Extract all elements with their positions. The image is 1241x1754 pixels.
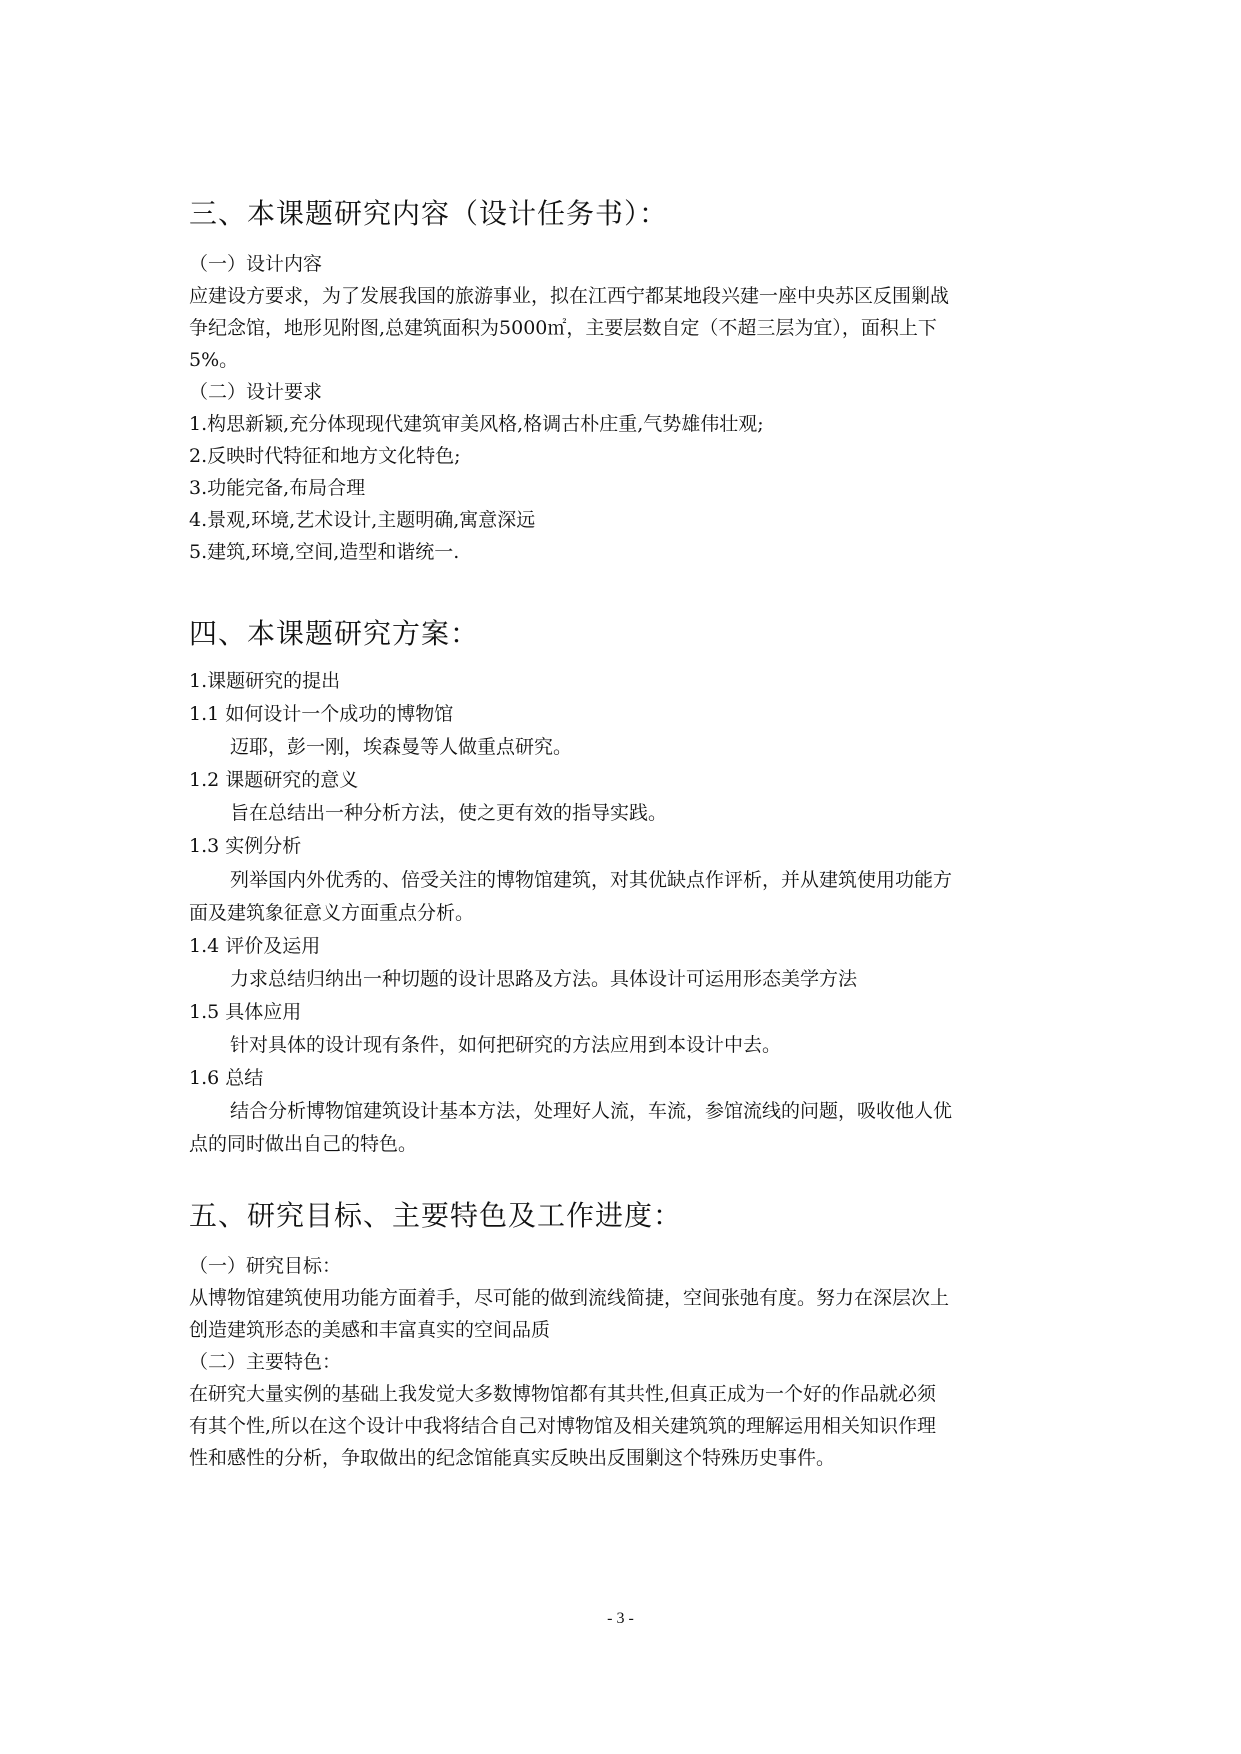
paragraph-line: 从博物馆建筑使用功能方面着手，尽可能的做到流线简捷，空间张弛有度。努力在深层次上: [189, 1287, 950, 1309]
outline-text: 迈耶，彭一刚，埃森曼等人做重点研究。: [230, 736, 573, 758]
requirement-item: 2.反映时代特征和地方文化特色;: [189, 445, 461, 467]
paragraph-line: 创造建筑形态的美感和丰富真实的空间品质: [189, 1319, 551, 1341]
section-heading-5: 五、研究目标、主要特色及工作进度：: [189, 1199, 683, 1232]
outline-item: 1.课题研究的提出: [189, 670, 341, 692]
page-number: - 3 -: [607, 1610, 634, 1627]
requirement-item: 1.构思新颖,充分体现现代建筑审美风格,格调古朴庄重,气势雄伟壮观;: [189, 413, 764, 435]
subheading-main-features: （二）主要特色：: [189, 1351, 342, 1373]
requirement-item: 3.功能完备,布局合理: [189, 477, 366, 499]
outline-text: 点的同时做出自己的特色。: [189, 1133, 418, 1155]
subheading-research-goal: （一）研究目标：: [189, 1255, 342, 1277]
paragraph-line: 有其个性,所以在这个设计中我将结合自己对博物馆及相关建筑筑的理解运用相关知识作理: [189, 1415, 937, 1437]
outline-item: 1.2 课题研究的意义: [189, 769, 359, 791]
subheading-design-content: （一）设计内容: [189, 253, 323, 275]
outline-text: 结合分析博物馆建筑设计基本方法，处理好人流，车流，参馆流线的问题，吸收他人优: [230, 1100, 953, 1122]
section-heading-3: 三、本课题研究内容（设计任务书）：: [189, 197, 669, 230]
outline-text: 列举国内外优秀的、倍受关注的博物馆建筑，对其优缺点作评析，并从建筑使用功能方: [230, 869, 953, 891]
outline-item: 1.5 具体应用: [189, 1001, 302, 1023]
subheading-design-requirements: （二）设计要求: [189, 381, 323, 403]
outline-item: 1.6 总结: [189, 1067, 264, 1089]
paragraph-line: 应建设方要求，为了发展我国的旅游事业，拟在江西宁都某地段兴建一座中央苏区反围剿战: [189, 285, 950, 307]
outline-text: 面及建筑象征意义方面重点分析。: [189, 902, 475, 924]
requirement-item: 5.建筑,环境,空间,造型和谐统一.: [189, 541, 460, 563]
outline-item: 1.1 如何设计一个成功的博物馆: [189, 703, 454, 725]
outline-text: 力求总结归纳出一种切题的设计思路及方法。具体设计可运用形态美学方法: [230, 968, 858, 990]
section-heading-4: 四、本课题研究方案：: [189, 617, 480, 650]
paragraph-line: 5%。: [189, 349, 239, 371]
paragraph-line: 性和感性的分析，争取做出的纪念馆能真实反映出反围剿这个特殊历史事件。: [189, 1447, 836, 1469]
outline-item: 1.4 评价及运用: [189, 935, 321, 957]
outline-text: 针对具体的设计现有条件，如何把研究的方法应用到本设计中去。: [230, 1034, 782, 1056]
paragraph-line: 争纪念馆，地形见附图,总建筑面积为5000㎡，主要层数自定（不超三层为宜），面积上下: [189, 317, 937, 339]
outline-text: 旨在总结出一种分析方法，使之更有效的指导实践。: [230, 802, 668, 824]
paragraph-line: 在研究大量实例的基础上我发觉大多数博物馆都有其共性,但真正成为一个好的作品就必须: [189, 1383, 937, 1405]
outline-item: 1.3 实例分析: [189, 835, 302, 857]
requirement-item: 4.景观,环境,艺术设计,主题明确,寓意深远: [189, 509, 536, 531]
